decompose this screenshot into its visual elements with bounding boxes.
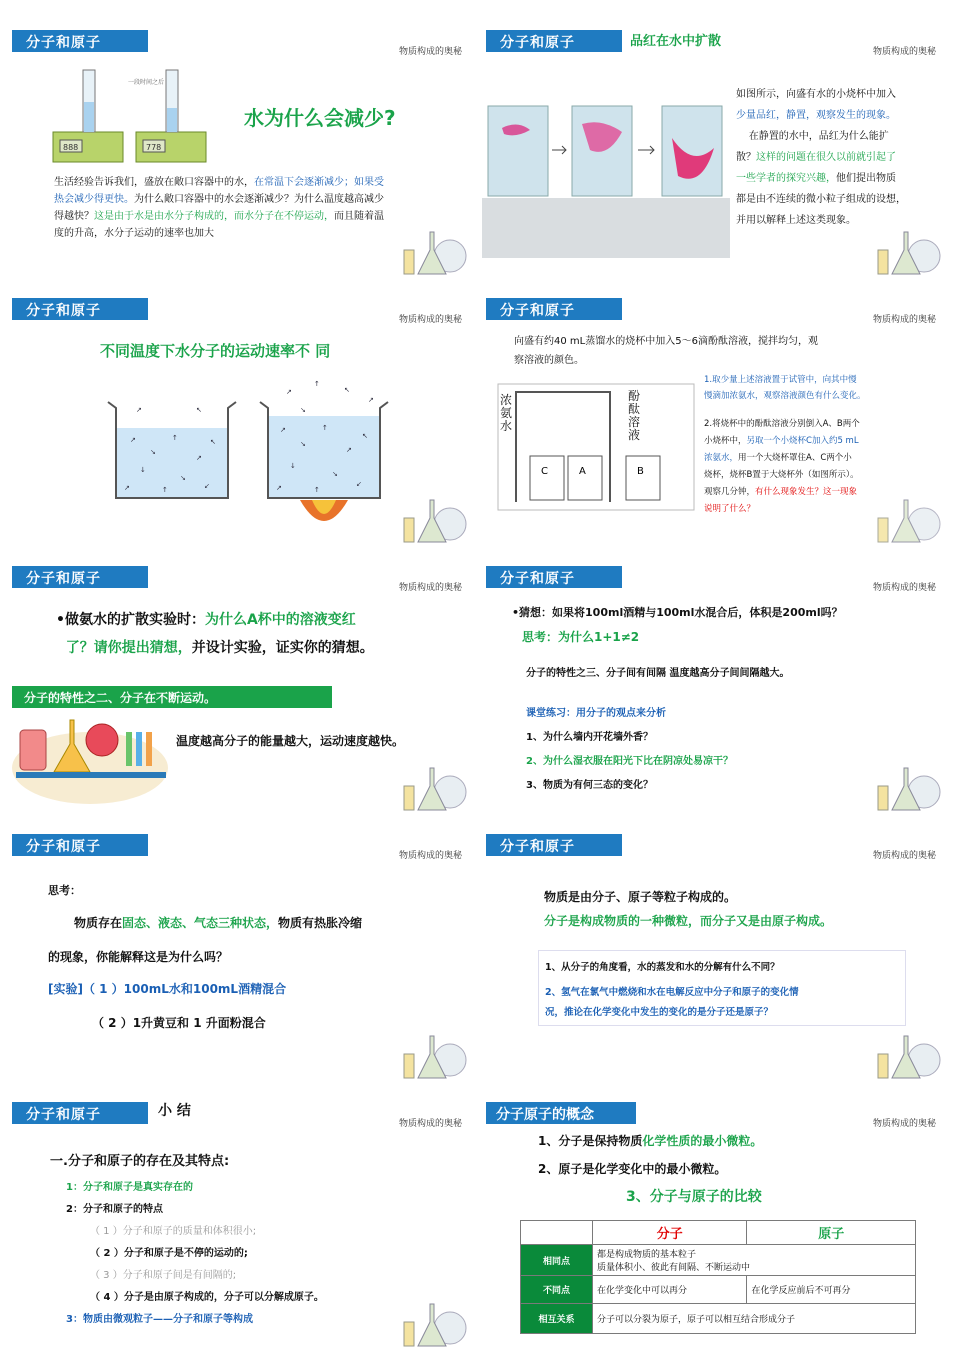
slide-header: 分子原子的概念	[486, 1102, 636, 1124]
property-band: 分子的特性之二、分子在不断运动。	[12, 686, 332, 708]
text: 物质有热胀冷缩	[278, 916, 363, 930]
intro	[514, 332, 934, 370]
text: 况，推论在化学变化中发生的变化的是分子还是原子？	[545, 1007, 774, 1018]
paragraph	[54, 174, 444, 242]
flask-icon	[874, 488, 944, 548]
comparison-table	[520, 1220, 916, 1334]
slide-header: 分子和原子	[486, 834, 622, 856]
text-highlight: 一些学者的探究兴趣，	[736, 173, 836, 184]
text-highlight: 有什么现象发生？这一现象	[755, 487, 858, 497]
comparison-title: 3、分子与原子的比较	[626, 1189, 762, 1205]
experiment-2: （ 2 ）1升黄豆和 1 升面粉混合	[92, 1016, 266, 1030]
slide-4	[478, 290, 950, 554]
slide-5	[4, 558, 476, 822]
flask-icon	[400, 220, 470, 280]
text: 1、分子是保持物质	[538, 1134, 643, 1148]
slide-subtitle: 物质构成的奥秘	[872, 1119, 936, 1129]
flask-icon	[400, 1024, 470, 1084]
svg-text:↗: ↗	[286, 388, 292, 396]
svg-text:↑: ↑	[314, 380, 320, 388]
slide-2	[478, 22, 950, 286]
text: 他们提出物质	[836, 173, 896, 184]
slide-subtitle: 物质构成的奥秘	[398, 851, 462, 861]
text: 在静置的水中，品红为什么能扩	[748, 131, 889, 142]
slide-header: 分子和原子	[12, 298, 148, 320]
summary-heading: 一.分子和原子的存在及其特点:	[50, 1154, 230, 1169]
text-highlight: 化学性质的最小微粒。	[642, 1134, 763, 1148]
slide-10	[478, 1094, 950, 1358]
svg-text:↘: ↘	[332, 470, 338, 478]
concept-1	[538, 1132, 762, 1149]
text: 慢滴加浓氨水，观察溶液颜色有什么变化。	[704, 391, 866, 401]
scale-reading-2: 778	[146, 143, 162, 152]
slide-subtitle: 物质构成的奥秘	[398, 583, 462, 593]
text-highlight: 这是由于水是由水分子构成的，而水分子在不停运动，	[94, 211, 334, 222]
slide-7	[4, 826, 476, 1090]
description	[736, 84, 942, 231]
question-1	[704, 372, 946, 404]
text: 如图所示，向盛有水的小烧杯中加入	[736, 89, 896, 100]
exercise-3: 3、物质为有何三态的变化？	[526, 780, 653, 791]
row-label-difference: 不同点	[521, 1276, 593, 1304]
text-highlight: 另取一个小烧杯C加入约5 mL	[746, 436, 859, 446]
slide-subtitle: 物质构成的奥秘	[398, 315, 462, 325]
svg-text:↑: ↑	[172, 434, 178, 442]
text: 小烧杯中，	[704, 436, 747, 446]
svg-text:↑: ↑	[162, 486, 168, 494]
property-explanation: 温度越高分子的能量越大，运动速度越快。	[176, 734, 405, 748]
slide-header: 分子和原子	[12, 30, 148, 52]
time-caption: 一段时间之后	[128, 79, 165, 86]
svg-text:↘: ↘	[150, 448, 156, 456]
slide-subtitle: 物质构成的奥秘	[398, 47, 462, 57]
column-header-molecule: 分子	[593, 1221, 747, 1245]
think-question: 思考：为什么1+1≠2	[522, 630, 640, 644]
column-header-atom: 原子	[747, 1221, 916, 1245]
text: 并用以解释上述这类现象。	[736, 215, 856, 226]
flask-icon	[400, 756, 470, 816]
diffusion-photos	[482, 98, 730, 258]
summary-item-3: （ 1 ）分子和原子的质量和体积很小;	[90, 1226, 257, 1237]
beaker-a-label: A	[579, 466, 586, 477]
water-molecules-diagram	[100, 372, 400, 542]
text: 生活经验告诉我们，盛放在敞口容器中的水，	[54, 177, 254, 188]
text: 度的升高，水分子运动的速率也加大	[54, 228, 214, 239]
svg-text:↖: ↖	[210, 438, 216, 446]
svg-text:↓: ↓	[140, 466, 146, 474]
text: •做氨水的扩散实验时：	[56, 612, 205, 628]
svg-text:↖: ↖	[362, 432, 368, 440]
slide-subtitle: 物质构成的奥秘	[398, 1119, 462, 1129]
ammonia-experiment-diagram	[496, 382, 696, 512]
flask-icon	[874, 1024, 944, 1084]
property-three: 分子的特性之三、分子间有间隔 温度越高分子间间隔越大。	[526, 668, 790, 679]
slide-subtitle: 物质构成的奥秘	[872, 47, 936, 57]
concept-2: 2、原子是化学变化中的最小微粒。	[538, 1162, 727, 1176]
flask-icon	[874, 220, 944, 280]
flask-icon	[874, 756, 944, 816]
text-highlight: 在常温下会逐渐减少；如果受	[254, 177, 384, 188]
slide-title: 水为什么会减少?	[244, 106, 396, 130]
text: 察溶液的颜色。	[514, 355, 584, 366]
slide-1	[4, 22, 476, 286]
text-highlight: 热会减少得更快。	[54, 194, 134, 205]
text: 都是由不连续的微小粒子组成的设想，	[736, 194, 906, 205]
slide-header: 分子和原子	[486, 566, 622, 588]
text-highlight: 了？请你提出猜想，	[65, 640, 192, 656]
svg-text:↗: ↗	[124, 484, 130, 492]
exercise-title: 课堂练习：用分子的观点来分析	[526, 708, 666, 719]
svg-text:↗: ↗	[346, 446, 352, 454]
text: 质量体积小、彼此有间隔、不断运动中	[597, 1263, 751, 1273]
text-highlight: 为什么A杯中的溶液变红	[204, 612, 356, 628]
row-label-relationship: 相互关系	[521, 1304, 593, 1334]
slide-8	[478, 826, 950, 1090]
slide-9	[4, 1094, 476, 1358]
text: 物质存在	[74, 916, 123, 930]
text: 并设计实验，证实你的猜想。	[191, 640, 374, 656]
slide-subtitle: 物质构成的奥秘	[872, 851, 936, 861]
text: 观察几分钟，	[704, 487, 756, 497]
flask-icon	[400, 488, 470, 548]
label-ammonia: 浓氨水	[500, 393, 513, 433]
lab-illustration	[10, 710, 170, 806]
statement-2: 分子是构成物质的一种微粒，而分子又是由原子构成。	[544, 914, 833, 928]
text-highlight: 固态、液态、气态三种状态，	[122, 916, 279, 930]
text: 向盛有约40 mL蒸馏水的烧杯中加入5～6滴酚酞溶液，搅拌均匀，观	[514, 336, 818, 347]
balance-illustration	[48, 62, 218, 177]
svg-text:↑: ↑	[314, 486, 320, 494]
exercise-1: 1、为什么墙内开花墙外香？	[526, 732, 653, 743]
question-1: 1、从分子的角度看，水的蒸发和水的分解有什么不同？	[545, 962, 780, 973]
flask-icon	[400, 1292, 470, 1352]
similarity-cell	[593, 1245, 916, 1276]
svg-text:↖: ↖	[344, 386, 350, 394]
slide-header: 分子和原子	[12, 1102, 148, 1124]
beaker-c-label: C	[541, 466, 548, 477]
label-phenolphthalein: 酚酞溶液	[628, 389, 641, 442]
text-highlight: 少量品红，静置，观察发生的现象。	[736, 110, 896, 121]
text-highlight: 这样的问题在很久以前就引起了	[756, 152, 896, 163]
summary-item-2: 2：分子和原子的特点	[66, 1204, 163, 1215]
table-corner	[521, 1221, 593, 1245]
exercise-2: 2、为什么湿衣服在阳光下比在阴凉处易凉干？	[526, 756, 733, 767]
svg-text:↓: ↓	[290, 462, 296, 470]
statement-1: 物质是由分子、原子等粒子构成的。	[544, 890, 737, 904]
summary-title: 小 结	[158, 1103, 191, 1119]
svg-text:↗: ↗	[130, 436, 136, 444]
experiment-1: [实验]（ 1 ）100mL水和100mL酒精混合	[48, 982, 287, 996]
slide-3	[4, 290, 476, 554]
svg-text:↑: ↑	[322, 424, 328, 432]
summary-item-1: 1：分子和原子是真实存在的	[66, 1182, 193, 1193]
svg-text:↙: ↙	[204, 482, 210, 490]
svg-text:↗: ↗	[280, 426, 286, 434]
text: 2.将烧杯中的酚酞溶液分别倒入A、B两个	[704, 419, 860, 429]
svg-text:↘: ↘	[180, 474, 186, 482]
think-label: 思考：	[48, 884, 81, 897]
slide-title: 不同温度下水分子的运动速率不 同	[100, 342, 331, 360]
svg-text:↙: ↙	[356, 480, 362, 488]
slide-header: 分子和原子	[12, 566, 148, 588]
svg-text:↖: ↖	[196, 406, 202, 414]
think-line-1	[74, 914, 362, 931]
question-box	[538, 950, 906, 1026]
think-line-2: 的现象，你能解释这是为什么吗？	[48, 950, 229, 964]
svg-text:↗: ↗	[368, 396, 374, 404]
summary-item-7: 3：物质由微观粒子——分子和原子等构成	[66, 1314, 253, 1325]
difference-molecule: 在化学变化中可以再分	[593, 1276, 747, 1304]
text-highlight: 说明了什么？	[704, 504, 756, 514]
text: 散？	[736, 152, 756, 163]
row-label-similarity: 相同点	[521, 1245, 593, 1276]
beaker-b-label: B	[637, 466, 644, 477]
svg-text:↗: ↗	[136, 406, 142, 414]
svg-text:↘: ↘	[300, 406, 306, 414]
slide-subtitle: 物质构成的奥秘	[872, 583, 936, 593]
svg-text:↗: ↗	[276, 484, 282, 492]
text: 烧杯，烧杯B置于大烧杯外（如图所示）。	[704, 470, 859, 480]
text-highlight: 浓氨水，	[704, 453, 739, 463]
question-2	[545, 983, 799, 1023]
question	[56, 606, 466, 662]
text: 1.取少量上述溶液置于试管中，向其中慢	[704, 375, 857, 385]
summary-item-4: （ 2 ）分子和原子是不停的运动的;	[90, 1248, 248, 1259]
svg-text:↘: ↘	[300, 440, 306, 448]
svg-text:↗: ↗	[196, 454, 202, 462]
hypothesis: •猜想：如果将100ml酒精与100ml水混合后，体积是200ml吗？	[512, 606, 843, 619]
text: 得越快？	[54, 211, 94, 222]
text: 而且随着温	[334, 211, 384, 222]
summary-item-5: （ 3 ）分子和原子间是有间隔的;	[90, 1270, 237, 1281]
slide-header: 分子和原子	[486, 30, 622, 52]
slide-header: 分子和原子	[12, 834, 148, 856]
slide-header: 分子和原子	[486, 298, 622, 320]
difference-atom: 在化学反应前后不可再分	[747, 1276, 916, 1304]
text: 都是构成物质的基本粒子	[597, 1250, 697, 1260]
text: 2、氢气在氯气中燃烧和水在电解反应中分子和原子的变化情	[545, 987, 799, 998]
text: 用一个大烧杯罩住A、C两个小	[738, 453, 852, 463]
relationship-cell: 分子可以分裂为原子，原子可以相互结合形成分子	[593, 1304, 916, 1334]
scale-reading-1: 888	[63, 143, 79, 152]
text: 为什么敞口容器中的水会逐渐减少？为什么温度越高减少	[134, 194, 384, 205]
slide-6	[478, 558, 950, 822]
slide-subtitle: 物质构成的奥秘	[872, 315, 936, 325]
summary-item-6: （ 4 ）分子是由原子构成的，分子可以分解成原子。	[90, 1292, 324, 1303]
slide-title: 品红在水中扩散	[630, 34, 722, 49]
